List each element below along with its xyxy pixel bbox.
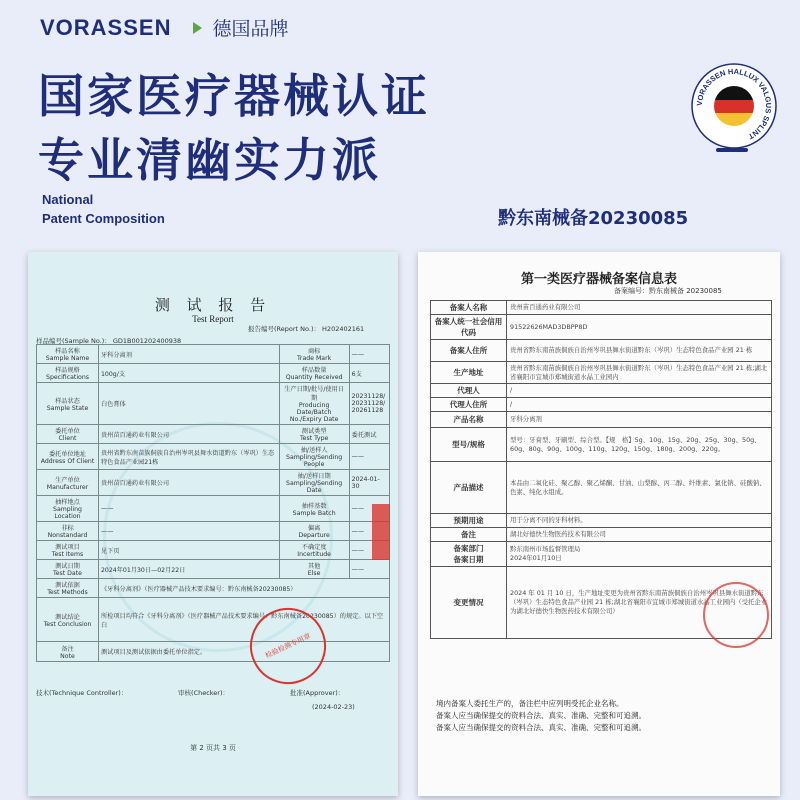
brand-header [40, 14, 289, 41]
report-label: 其他 Else [279, 560, 349, 579]
report-label: 样品规格 Specifications [37, 364, 99, 383]
report-label: 生产单位 Manufacturer [37, 470, 99, 496]
report-label: 抽/送样人 Sampling/Sending People [279, 444, 349, 470]
report-row [37, 425, 390, 444]
filing-value: 湖北好德快生物医药技术有限公司 [507, 528, 772, 542]
filing-label: 预期用途 [431, 514, 507, 528]
filing-row [431, 340, 772, 362]
report-value: —— [99, 496, 280, 522]
report-row [37, 598, 390, 642]
filing-value: 贵州省黔东南苗族侗族自治州岑巩县舞水街道黔东（岑巩）生态特色食品产业园 21 栋 [507, 340, 772, 362]
report-value: 贵州苗百通药业有限公司 [99, 470, 280, 496]
report-row [37, 383, 390, 425]
arrow-icon [193, 22, 202, 34]
report-value: —— [349, 522, 389, 541]
report-label: 备注 Note [37, 642, 99, 662]
checker: 审核(Checker)： [178, 689, 230, 697]
report-label: 测试依据 Test Methods [37, 579, 99, 598]
registration-number: 黔东南械备20230085 [498, 208, 689, 229]
filing-stamp [703, 582, 769, 648]
report-row [37, 345, 390, 364]
filing-label: 代理人住所 [431, 398, 507, 412]
filing-row [431, 301, 772, 315]
report-row [37, 541, 390, 560]
report-label: 测试结论 Test Conclusion [37, 598, 99, 642]
filing-label: 备案人住所 [431, 340, 507, 362]
filing-row [431, 384, 772, 398]
filing-value: / [507, 398, 772, 412]
report-label: 商标 Trade Mark [279, 345, 349, 364]
report-label: 抽/送样日期 Sampling/Sending Date [279, 470, 349, 496]
filing-label: 代理人 [431, 384, 507, 398]
filing-label: 产品名称 [431, 412, 507, 428]
report-value: 所检项目均符合《牙科分离剂》（医疗器械产品技术要求编号：黔东南械备20230085）的规定。以下空白 [99, 598, 390, 642]
filing-value: 型号：牙膏型、牙刷型、综合型。【规 格】5g、10g、15g、20g、25g、30g、50g、60g、80g、90g、100g、110g、120g、150g、180g、200g、220g。 [507, 428, 772, 462]
filing-value: 贵州省黔东南苗族侗族自治州岑巩县舞水街道黔东（岑巩）生态特色食品产业园 21 栋;湖北省襄阳市宜城市郑城街道水晶工业园内 [507, 362, 772, 384]
filing-value: 牙科分离剂 [507, 412, 772, 428]
subtitle-line2: Patent Composition [42, 211, 165, 226]
report-row [37, 470, 390, 496]
report-label: 非标 Nonstandard [37, 522, 99, 541]
brand-logo: VORASSEN [40, 14, 172, 40]
report-label: 测试日期 Test Date [37, 560, 99, 579]
report-value: 2024年01月30日—02月22日 [99, 560, 280, 579]
report-value: 牙科分离剂 [99, 345, 280, 364]
filing-value: 91522626MAD3DBPP8D [507, 315, 772, 340]
report-label: 委托单位 Client [37, 425, 99, 444]
filing-label: 备案人名称 [431, 301, 507, 315]
filing-row [431, 514, 772, 528]
report-label: 抽样基数 Sample Batch [279, 496, 349, 522]
report-value: 贵州省黔东南苗族侗族自治州岑巩县舞水街道黔东（岑巩）生态特色食品产业园21栋 [99, 444, 280, 470]
filing-row [431, 462, 772, 514]
report-row [37, 444, 390, 470]
filing-row [431, 362, 772, 384]
report-value: —— [349, 560, 389, 579]
filing-value: 黔东南州市场监督管理局 2024年01月10日 [507, 542, 772, 567]
subtitle-line1: National [42, 192, 94, 207]
filing-row [431, 315, 772, 340]
report-value: —— [99, 522, 280, 541]
approver: 批准(Approver)： [290, 689, 345, 697]
filing-label: 备案人统一社会信用代码 [431, 315, 507, 340]
filing-row [431, 412, 772, 428]
filing-value: 2024 年 01 月 10 日，生产地址变更为贵州省黔东南苗族侗族自治州岑巩县舞水街道黔东（岑巩）生态特色食品产业园 21 栋;湖北省襄阳市宜城市郑城街道水晶工业园内（受托企业为湖北好德快生物医药技术有限公司） [507, 567, 772, 639]
report-value: —— [349, 541, 389, 560]
report-label: 抽样地点 Sampling Location [37, 496, 99, 522]
filing-label: 产品描述 [431, 462, 507, 514]
report-row [37, 560, 390, 579]
report-row [37, 642, 390, 662]
report-value: 100g/支 [99, 364, 280, 383]
badge-text: VORASSEN HALLUX VALGUS SPLINT [694, 66, 774, 142]
report-label: 偏离 Departure [279, 522, 349, 541]
filing-value: 本品由二氧化硅、聚乙醇、聚乙烯酮、甘油、山梨醇、丙二醇、纤维素、氯化钠、硅酸钠、色素、纯化水组成。 [507, 462, 772, 514]
report-label: 委托单位地址 Address Of Client [37, 444, 99, 470]
brand-tagline: 德国品牌 [212, 18, 289, 40]
subtitle [42, 190, 165, 228]
filing-row [431, 398, 772, 412]
headline-line1: 国家医疗器械认证 [38, 69, 430, 123]
tech-controller: 技术(Technique Controller)： [36, 689, 128, 697]
report-label: 样品状态 Sample State [37, 383, 99, 425]
filing-label: 备案部门 备案日期 [431, 542, 507, 567]
report-title: 测 试 报 告 [154, 296, 272, 314]
report-title-en: Test Report [192, 314, 234, 324]
report-row [37, 496, 390, 522]
report-row [37, 364, 390, 383]
approval-date: (2024-02-23) [312, 703, 355, 711]
report-value: —— [349, 496, 389, 522]
filing-label: 型号/规格 [431, 428, 507, 462]
report-label: 测试项目 Test Items [37, 541, 99, 560]
report-table [36, 344, 390, 662]
sample-number: 样品编号(Sample No.)： GD1B001202400938 [36, 337, 182, 345]
report-label: 样品名称 Sample Name [37, 345, 99, 364]
filing-number: 备案编号：黔东南械备 20230085 [614, 287, 722, 295]
report-value: 测试项目及测试依据由委托单位指定。 [99, 642, 390, 662]
filing-value: 用于分离不同的牙科材料。 [507, 514, 772, 528]
filing-row [431, 428, 772, 462]
seal-strip [372, 504, 390, 560]
filing-row [431, 528, 772, 542]
footer-line: 备案人应当确保提交的资料合法、真实、准确、完整和可追溯。 [436, 711, 646, 720]
report-value: 20231128/ 20231128/ 20261128 [349, 383, 389, 425]
report-value: 《牙科分离剂》（医疗器械产品技术要求编号：黔东南械备20230085） [99, 579, 390, 598]
filing-document [418, 252, 780, 796]
filing-label: 生产地址 [431, 362, 507, 384]
report-value: 贵州苗百通药业有限公司 [99, 425, 280, 444]
filing-label: 变更情况 [431, 567, 507, 639]
report-value: 白色膏体 [99, 383, 280, 425]
report-value: —— [349, 444, 389, 470]
footer-line: 境内备案人委托生产的，备注栏中应列明受托企业名称。 [436, 699, 624, 708]
filing-row [431, 542, 772, 567]
report-value: 见下页 [99, 541, 280, 560]
footer-line: 备案人应当确保提交的资料合法、真实、准确、完整和可追溯。 [436, 723, 646, 732]
filing-label: 备注 [431, 528, 507, 542]
report-label: 生产日期/批号/使用日期 Producing Date/Batch No./Expiry Date [279, 383, 349, 425]
report-value: 委托测试 [349, 425, 389, 444]
germany-flag-badge-icon [690, 62, 778, 150]
report-row [37, 579, 390, 598]
report-label: 样品数量 Quantity Received [279, 364, 349, 383]
report-value: —— [349, 345, 389, 364]
filing-title: 第一类医疗器械备案信息表 [520, 272, 677, 287]
report-value: 6支 [349, 364, 389, 383]
page-number: 第 2 页共 3 页 [190, 744, 236, 752]
report-value: 2024-01-30 [349, 470, 389, 496]
test-report-document [28, 252, 398, 796]
report-label: 不确定度 Incertitude [279, 541, 349, 560]
report-number: 报告编号(Report No.)： H202402161 [248, 325, 365, 333]
accent-dash [716, 148, 748, 152]
filing-footer [436, 698, 646, 734]
inspection-stamp: 检验检测专用章 [238, 596, 339, 697]
headline-line2: 专业清幽实力派 [38, 133, 381, 187]
filing-value: / [507, 384, 772, 398]
report-row [37, 522, 390, 541]
filing-value: 贵州苗百通药业有限公司 [507, 301, 772, 315]
report-label: 测试类型 Test Type [279, 425, 349, 444]
